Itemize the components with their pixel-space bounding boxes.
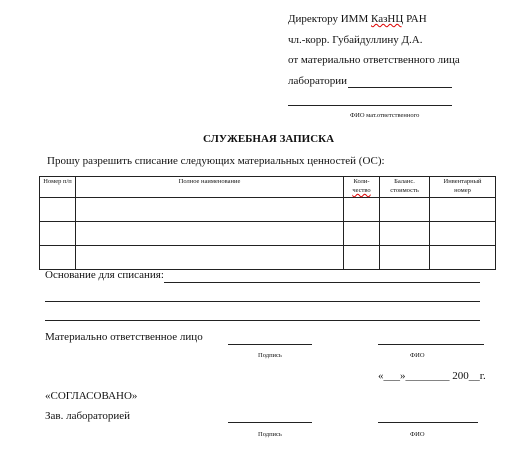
header-inventory-part1: Инвентарный bbox=[443, 178, 482, 185]
fio-blank bbox=[288, 105, 452, 106]
basis-blank-2[interactable] bbox=[45, 301, 480, 302]
header-full-name: Полное наименование bbox=[76, 177, 344, 198]
assets-table bbox=[39, 176, 496, 270]
header-balance-part2: стоимость bbox=[390, 187, 419, 194]
lab-line-label: лаборатории bbox=[288, 75, 348, 87]
table-row bbox=[40, 222, 496, 246]
signature-caption-2: Подпись bbox=[258, 431, 282, 438]
addressee-line-1-end: РАН bbox=[403, 13, 427, 25]
basis-blank-3[interactable] bbox=[45, 320, 480, 321]
table-cell[interactable] bbox=[344, 198, 380, 222]
responsible-signature-blank[interactable] bbox=[228, 344, 312, 345]
table-cell[interactable] bbox=[40, 198, 76, 222]
addressee-line-1-start: Директору ИММ bbox=[288, 13, 371, 25]
table-cell[interactable] bbox=[430, 222, 496, 246]
table-cell[interactable] bbox=[380, 198, 430, 222]
basis-blank-1[interactable] bbox=[164, 282, 480, 283]
agreed-label: «СОГЛАСОВАНО» bbox=[45, 390, 138, 402]
lab-name-blank bbox=[348, 87, 452, 88]
intro-text: Прошу разрешить списание следующих материальных ценностей (ОС): bbox=[47, 155, 385, 167]
responsible-label: Материально ответственное лицо bbox=[45, 331, 203, 343]
table-cell[interactable] bbox=[76, 246, 344, 270]
document-title: СЛУЖЕБНАЯ ЗАПИСКА bbox=[203, 133, 335, 145]
lab-head-fio-blank[interactable] bbox=[378, 422, 478, 423]
table-cell[interactable] bbox=[40, 222, 76, 246]
lab-head-signature-blank[interactable] bbox=[228, 422, 312, 423]
signature-caption: Подпись bbox=[258, 352, 282, 359]
header-balance-part1: Баланс. bbox=[394, 178, 415, 185]
header-balance-value bbox=[380, 177, 430, 198]
header-quantity-part1: Коли- bbox=[353, 178, 370, 185]
table-cell[interactable] bbox=[344, 222, 380, 246]
header-inventory-part2: номер bbox=[454, 187, 471, 194]
responsible-fio-blank[interactable] bbox=[378, 344, 484, 345]
addressee-org-abbrev: КазНЦ bbox=[371, 13, 404, 25]
table-cell[interactable] bbox=[40, 246, 76, 270]
from-line: от материально ответственного лица bbox=[288, 54, 460, 66]
table-cell[interactable] bbox=[76, 198, 344, 222]
header-quantity bbox=[344, 177, 380, 198]
table-row bbox=[40, 198, 496, 222]
header-inventory-number bbox=[430, 177, 496, 198]
table-cell[interactable] bbox=[430, 246, 496, 270]
fio-caption: ФИО bbox=[410, 352, 425, 359]
addressee-line-2: чл.-корр. Губайдуллину Д.А. bbox=[288, 34, 423, 46]
date-line: «___»________ 200__г. bbox=[378, 370, 486, 382]
header-number: Номер п/п bbox=[40, 177, 76, 198]
table-cell[interactable] bbox=[430, 198, 496, 222]
table-cell[interactable] bbox=[344, 246, 380, 270]
addressee-line-1 bbox=[288, 13, 427, 25]
basis-label: Основание для списания: bbox=[45, 269, 164, 281]
lab-head-label: Зав. лабораторией bbox=[45, 410, 130, 422]
table-header-row bbox=[40, 177, 496, 198]
fio-caption-2: ФИО bbox=[410, 431, 425, 438]
fio-caption-header: ФИО мат.ответственного bbox=[350, 112, 420, 119]
table-cell[interactable] bbox=[76, 222, 344, 246]
table-row bbox=[40, 246, 496, 270]
table-cell[interactable] bbox=[380, 222, 430, 246]
table-cell[interactable] bbox=[380, 246, 430, 270]
header-quantity-part2: чество bbox=[352, 187, 371, 194]
